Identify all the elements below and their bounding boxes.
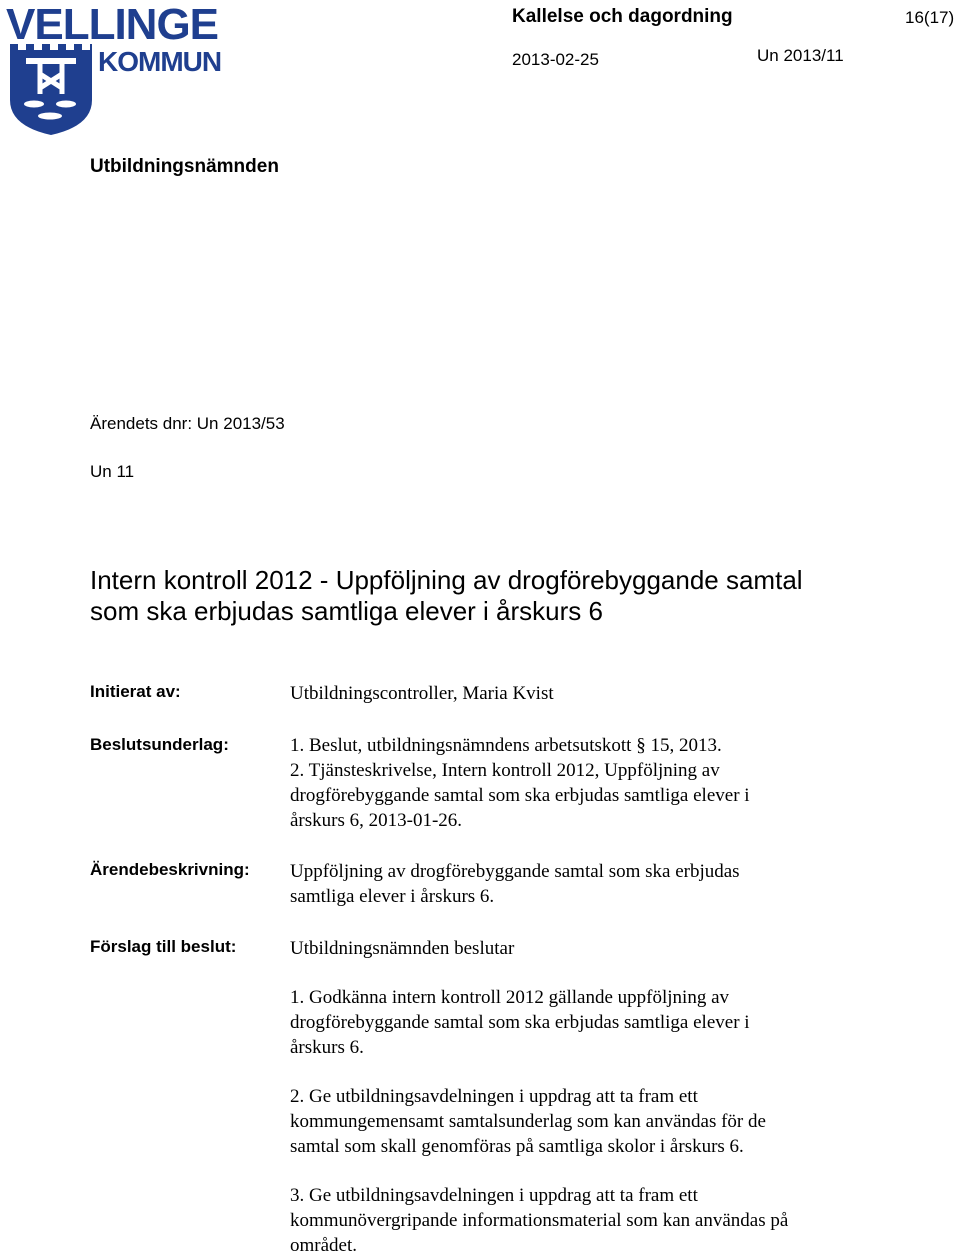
beslutsunderlag-item-2b: drogförebyggande samtal som ska erbjudas samtliga elever i (290, 785, 750, 806)
decision-1-line1: 1. Godkänna intern kontroll 2012 gällande uppföljning av (290, 987, 730, 1008)
decision-1-line2: drogförebyggande samtal som ska erbjudas samtliga elever i (290, 1012, 750, 1033)
decision-2-line1: 2. Ge utbildningsavdelningen i uppdrag att ta fram ett (290, 1086, 698, 1107)
arendebeskrivning-line-a: Uppföljning av drogförebyggande samtal som ska erbjudas (290, 861, 740, 882)
decision-item (290, 1084, 890, 1159)
beslutsunderlag-item-2c: årskurs 6, 2013-01-26. (290, 810, 463, 831)
page-title (90, 565, 890, 627)
decision-1-line3: årskurs 6. (290, 1037, 364, 1058)
beslutsunderlag-item-2a: 2. Tjänsteskrivelse, Intern kontroll 2012, Uppföljning av (290, 760, 720, 781)
decision-3-line1: 3. Ge utbildningsavdelningen i uppdrag att ta fram ett (290, 1185, 698, 1206)
document-reference: Un 2013/11 (757, 46, 844, 65)
decision-2-line2: kommungemensamt samtalsunderlag som kan användas för de (290, 1111, 766, 1132)
case-number: Un 11 (90, 462, 135, 481)
page-number: 16(17) (905, 8, 955, 27)
committee-name: Utbildningsnämnden (90, 156, 279, 177)
decision-3-line2: kommunövergripande informationsmaterial som kan användas på (290, 1210, 789, 1231)
beslutsunderlag-value (290, 733, 890, 833)
forslag-label: Förslag till beslut: (90, 937, 237, 956)
decision-2-line3: samtal som skall genomföras på samtliga skolor i årskurs 6. (290, 1136, 744, 1157)
logo-line1: VELLINGE (6, 0, 219, 49)
initierat-value: Utbildningscontroller, Maria Kvist (290, 683, 554, 704)
decision-3-line3: området. (290, 1235, 358, 1256)
forslag-intro: Utbildningsnämnden beslutar (290, 938, 515, 959)
arendebeskrivning-label: Ärendebeskrivning: (90, 860, 250, 879)
initierat-label: Initierat av: (90, 682, 181, 701)
page-title-line1: Intern kontroll 2012 - Uppföljning av drogförebyggande samtal (90, 565, 803, 595)
logo-line2: KOMMUN (98, 46, 222, 77)
document-date: 2013-02-25 (512, 50, 599, 69)
document-type-title: Kallelse och dagordning (512, 6, 733, 27)
vellinge-kommun-logo (6, 0, 222, 132)
beslutsunderlag-label: Beslutsunderlag: (90, 735, 229, 754)
decision-item (290, 985, 890, 1060)
case-dnr: Ärendets dnr: Un 2013/53 (90, 414, 285, 433)
beslutsunderlag-item-1: 1. Beslut, utbildningsnämndens arbetsutskott § 15, 2013. (290, 735, 722, 756)
arendebeskrivning-line-b: samtliga elever i årskurs 6. (290, 886, 495, 907)
arendebeskrivning-value (290, 859, 890, 909)
page-title-line2: som ska erbjudas samtliga elever i årskurs 6 (90, 596, 603, 626)
decision-item (290, 1183, 890, 1258)
coat-of-arms-icon (6, 42, 96, 137)
